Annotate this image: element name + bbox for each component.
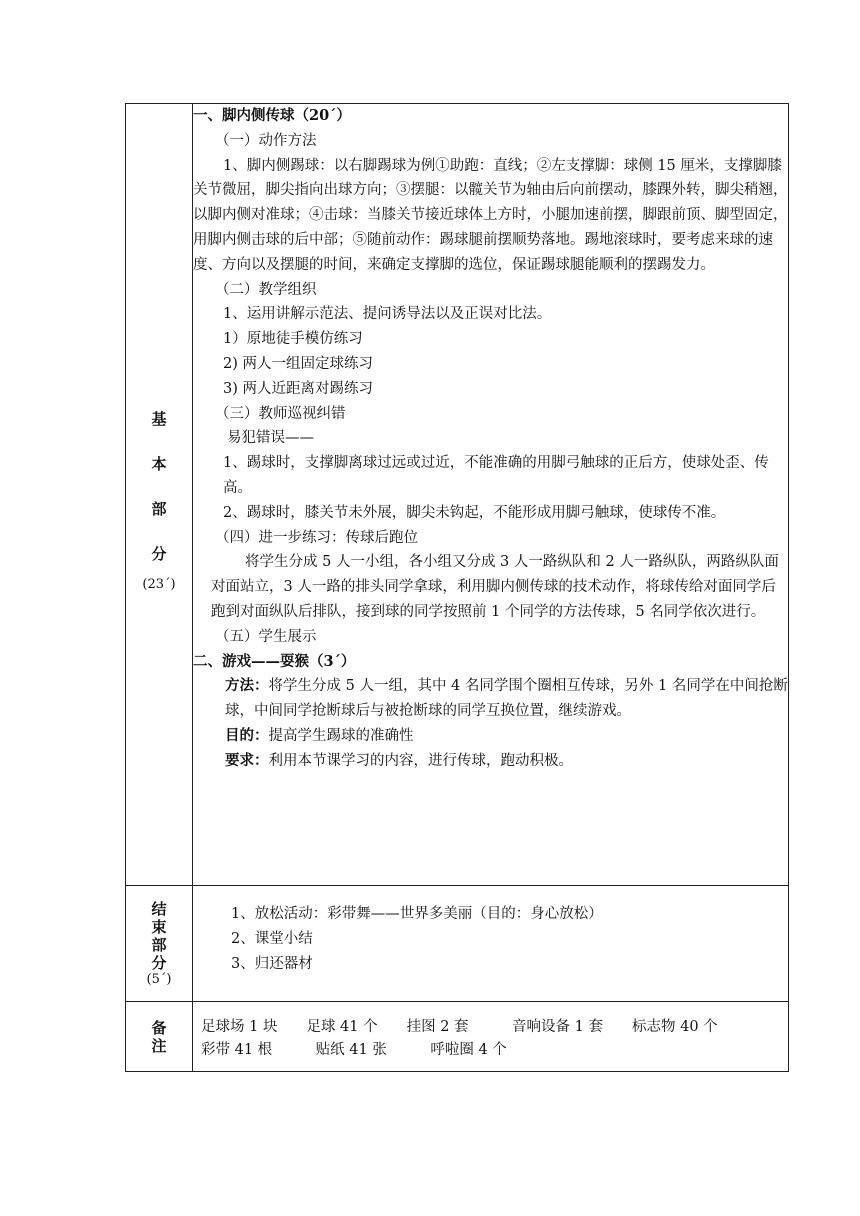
basic-section-label <box>126 104 193 886</box>
label-char: 结 <box>151 900 167 918</box>
notes-section-label <box>126 1002 193 1072</box>
label-char: 备 <box>151 1018 167 1037</box>
practice-text: 将学生分成 5 人一小组，各小组又分成 3 人一路纵队和 2 人一路纵队，两路纵队面对面站立，3 人一路的排头同学拿球，利用脚内侧传球的技术动作，将球传给对面同学后跑到对面纵队后排队，接到球的同学按照前 1 个同学的方法传球，5 名同学依次进行。 <box>211 554 779 620</box>
label-char: 注 <box>151 1036 167 1055</box>
label-char: 分 <box>151 954 167 972</box>
label-char: 分 <box>151 545 167 563</box>
game-requirement-label: 要求： <box>225 751 269 769</box>
heading-game: 二、游戏——耍猴（3´） <box>193 652 356 670</box>
basic-duration: (23´) <box>142 577 176 592</box>
method-text: 1、脚内侧踢球：以右脚踢球为例①助跑：直线；②左支撑脚：球侧 15 厘米，支撑脚膝关节微屈，脚尖指向出球方向；③摆腿：以髋关节为轴由后向前摆动，膝踝外转，脚尖稍翘，以脚内侧对准球；④击球：当膝关节接近球体上方时，小腿加速前摆，脚跟前顶、脚型固定，用脚内侧击球的后中部；⑤随前动作：踢球腿前摆顺势落地。踢地滚球时，要考虑来球的速度、方向以及摆腿的时间，来确定支撑脚的选位，保证踢球腿能顺利的摆踢发力。 <box>193 157 788 273</box>
subheading-method: （一）动作方法 <box>215 132 317 149</box>
subheading-showcase: （五）学生展示 <box>215 628 317 645</box>
organization-item: 1）原地徒手模仿练习 <box>223 331 363 348</box>
subheading-organization: （二）教学组织 <box>215 281 317 298</box>
game-goal-text: 提高学生踢球的准确性 <box>268 727 414 744</box>
organization-text: 1、运用讲解示范法、提问诱导法以及正误对比法。 <box>223 306 552 323</box>
end-section-content <box>193 886 789 1002</box>
end-item: 3、归还器材 <box>231 956 313 972</box>
end-section-label <box>126 886 193 1002</box>
game-requirement <box>193 749 788 774</box>
game-requirement-text: 利用本节课学习的内容，进行传球，跑动积极。 <box>268 752 573 769</box>
subheading-correction: （三）教师巡视纠错 <box>215 405 346 422</box>
label-char: 部 <box>151 500 167 518</box>
label-char: 部 <box>151 936 167 954</box>
notes-line: 彩带 41 根 贴纸 41 张 呼啦圈 4 个 <box>201 1042 507 1058</box>
errors-title: 易犯错误—— <box>227 430 314 447</box>
heading-pass: 一、脚内侧传球（20´） <box>193 107 351 124</box>
end-item: 1、放松活动：彩带舞——世界多美丽（目的：身心放松） <box>231 906 603 922</box>
notes-line: 足球场 1 块 足球 41 个 挂图 2 套 音响设备 1 套 标志物 40 个 <box>201 1019 718 1035</box>
basic-section-content <box>193 104 789 886</box>
organization-item: 2) 两人一组固定球练习 <box>223 355 373 372</box>
notes-section-content <box>193 1002 789 1072</box>
end-section-row <box>126 886 789 1002</box>
end-duration: (5´) <box>146 972 172 987</box>
notes-section-row <box>126 1002 789 1072</box>
error-item: 1、踢球时，支撑脚离球过远或过近，不能准确的用脚弓触球的正后方，使球处歪、传高。 <box>223 455 769 496</box>
error-item: 2、踢球时，膝关节未外展，脚尖未钩起，不能形成用脚弓触球，使球传不准。 <box>223 504 726 521</box>
label-char: 基 <box>151 410 167 428</box>
game-method-label: 方法： <box>225 677 269 695</box>
game-method-text: 将学生分成 5 人一组，其中 4 名同学围个圈相互传球，另外 1 名同学在中间抢断球，中间同学抢断球后与被抢断球的同学互换位置，继续游戏。 <box>225 678 788 720</box>
game-goal-label: 目的： <box>225 726 269 744</box>
subheading-practice: （四）进一步练习：传球后跑位 <box>215 529 418 546</box>
basic-section-row <box>126 104 789 886</box>
label-char: 束 <box>151 918 167 936</box>
game-method <box>193 674 788 724</box>
label-char: 本 <box>151 455 167 473</box>
lesson-plan-table <box>125 103 789 1072</box>
game-goal <box>193 724 788 749</box>
end-item: 2、课堂小结 <box>231 931 313 947</box>
organization-item: 3) 两人近距离对踢练习 <box>223 380 373 397</box>
